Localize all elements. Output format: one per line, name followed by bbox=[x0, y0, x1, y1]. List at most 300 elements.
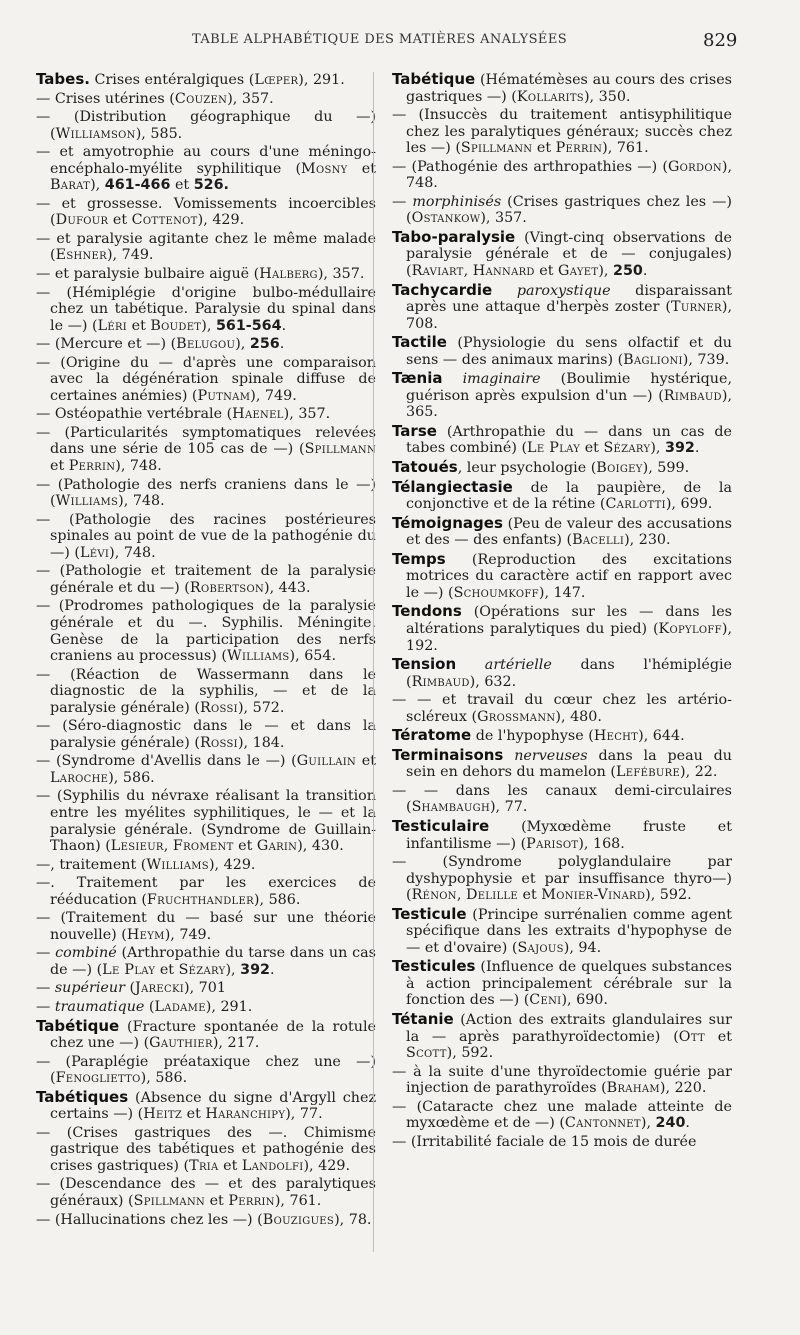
author-name: Halberg bbox=[259, 266, 318, 283]
author-name: Williamson bbox=[55, 125, 136, 142]
entry-text: — bbox=[36, 945, 56, 962]
author-name: Spillmann bbox=[304, 441, 376, 458]
entry-text: — (Cataracte chez une malade atteinte de myxœdème et de —) ( bbox=[392, 1098, 732, 1132]
entry-text: — et paralysie agitante chez le même malade ( bbox=[36, 230, 376, 264]
author-name: Perrin bbox=[228, 1193, 275, 1209]
author-name: Ladame bbox=[154, 998, 206, 1015]
entry-text: et bbox=[205, 1193, 229, 1209]
index-entry bbox=[392, 1099, 732, 1132]
entry-text: ), 291. bbox=[298, 72, 345, 88]
index-entry bbox=[36, 1089, 376, 1123]
entry-text: , bbox=[163, 838, 173, 855]
entry-text: et bbox=[347, 160, 376, 177]
author-name: Spillmann bbox=[460, 140, 533, 157]
italic-term: paroxystique bbox=[516, 282, 611, 299]
index-entry bbox=[36, 857, 376, 874]
index-entry bbox=[36, 406, 376, 423]
entry-text: ), 357. bbox=[480, 210, 527, 227]
author-name: Haenel bbox=[232, 406, 284, 423]
author-name: Rossi bbox=[199, 699, 238, 716]
entry-text: ), 147. bbox=[538, 584, 586, 601]
index-entry bbox=[392, 479, 732, 513]
entry-text: et bbox=[218, 1157, 242, 1174]
index-column-left bbox=[36, 71, 376, 1230]
index-entry bbox=[392, 747, 732, 781]
author-name: Cottenot bbox=[131, 212, 198, 229]
entry-text: ), 586. bbox=[140, 1070, 188, 1087]
italic-term: nerveuses bbox=[514, 747, 588, 764]
italic-term: traumatique bbox=[54, 998, 145, 1015]
entry-text: , bbox=[456, 887, 466, 904]
page-ref-bold: 392 bbox=[665, 440, 695, 457]
index-entry bbox=[36, 1212, 376, 1229]
author-name: Williams bbox=[55, 493, 119, 510]
entry-text: ), 430. bbox=[297, 838, 344, 855]
entry-text: et bbox=[532, 140, 556, 157]
entry-text: (Physiologie du sens olfactif et du sens — des animaux marins) ( bbox=[406, 335, 732, 368]
entry-text: ), 761. bbox=[602, 140, 649, 157]
index-entry bbox=[36, 512, 376, 562]
index-entry bbox=[392, 229, 732, 280]
index-entry bbox=[392, 603, 732, 654]
entry-text: (Arthropathie du tarse dans un cas de —) ( bbox=[50, 945, 376, 978]
entry-text: ), 748. bbox=[115, 458, 162, 475]
author-name: Ostankow bbox=[411, 210, 481, 227]
entry-text: ), 480. bbox=[555, 708, 602, 725]
entry-headword: Tabétique bbox=[392, 70, 476, 88]
index-entry bbox=[392, 159, 732, 192]
author-name: Lefébure bbox=[616, 764, 681, 781]
entry-text: ), 22. bbox=[680, 764, 718, 781]
index-entry bbox=[36, 980, 376, 997]
author-name: Ott bbox=[678, 1028, 705, 1045]
author-name: Perrin bbox=[68, 458, 116, 475]
entry-text: — (Hémiplégie d'origine bulbo-médullaire chez un tabétique. Paralysie du spinal dans le —) ( bbox=[36, 284, 376, 334]
entry-text: ), 592. bbox=[446, 1045, 494, 1062]
italic-term: imaginaire bbox=[462, 371, 541, 388]
entry-text: ), 184. bbox=[237, 734, 285, 751]
author-name: Bacelli bbox=[572, 532, 625, 549]
entry-text: de l'hypophyse ( bbox=[471, 728, 594, 745]
index-entry bbox=[392, 906, 732, 957]
entry-text: ), 586. bbox=[108, 769, 155, 786]
author-name: Barat bbox=[50, 177, 91, 194]
entry-text: (Vingt-cinq observations de paralysie générale et de — conjugales) ( bbox=[406, 229, 732, 280]
entry-text: ), 192. bbox=[406, 620, 732, 654]
index-entry bbox=[392, 194, 732, 227]
page-ref-bold: 256 bbox=[249, 336, 280, 353]
author-name: Lévi bbox=[80, 544, 110, 561]
author-name: Rimbaud bbox=[411, 673, 470, 690]
entry-text: ), bbox=[201, 317, 216, 334]
entry-text: ), 357. bbox=[317, 266, 365, 283]
entry-text: — (Pathologie des racines postérieures spinales au point de vue de la pathogénie du —) ( bbox=[36, 511, 376, 561]
author-name: Laroche bbox=[50, 769, 109, 786]
entry-text: (Crises gastriques chez les —) ( bbox=[406, 193, 733, 227]
entry-text: — (Distribution géographique du —) ( bbox=[36, 109, 376, 142]
author-name: Grossmann bbox=[477, 708, 556, 725]
entry-text: (Principe surrénalien comme agent spécifique dans les extraits d'hypophyse de — et d'ovaire) ( bbox=[406, 906, 732, 956]
index-entry bbox=[392, 958, 732, 1009]
author-name: Garin bbox=[256, 838, 298, 855]
page-ref-bold: 240 bbox=[655, 1115, 686, 1132]
index-entry bbox=[392, 1064, 732, 1097]
index-entry bbox=[36, 1018, 376, 1052]
entry-text: — à la suite d'une thyroïdectomie guérie par injection de parathyroïdes ( bbox=[392, 1063, 732, 1097]
index-entry bbox=[392, 656, 732, 690]
entry-text: ), bbox=[598, 263, 614, 280]
entry-text: ), 586. bbox=[253, 891, 301, 908]
entry-text: ), bbox=[640, 1115, 656, 1132]
author-name: Léri bbox=[97, 317, 128, 334]
entry-text: ), 748. bbox=[118, 493, 165, 510]
author-name: Turner bbox=[671, 299, 722, 316]
index-entry bbox=[36, 355, 376, 405]
entry-text: (Fracture spontanée de la rotule chez une —) ( bbox=[50, 1018, 376, 1052]
entry-text: (Reproduction des excitations motrices du caractère actif en rapport avec le —) ( bbox=[406, 551, 732, 601]
author-name: Hecht bbox=[593, 728, 639, 745]
entry-text: — (Mercure et —) ( bbox=[36, 336, 177, 353]
index-entry bbox=[36, 1176, 376, 1209]
entry-text: ), 749. bbox=[106, 247, 154, 264]
index-entry bbox=[36, 945, 376, 978]
entry-headword: Témoignages bbox=[392, 513, 503, 532]
entry-text: et bbox=[155, 961, 179, 978]
entry-text: — (Paraplégie préataxique chez une —) ( bbox=[36, 1053, 376, 1087]
entry-headword: Terminaisons bbox=[392, 745, 504, 764]
entry-text: ), 699. bbox=[665, 496, 713, 513]
entry-text: ), 357. bbox=[283, 406, 331, 423]
entry-text: ), 230. bbox=[624, 532, 671, 549]
entry-text: ), 77. bbox=[285, 1106, 323, 1123]
entry-text: . bbox=[281, 317, 287, 334]
entry-text: — bbox=[392, 193, 413, 210]
entry-text: — bbox=[36, 998, 55, 1015]
author-name: Perrin bbox=[555, 140, 603, 157]
entry-text: ), 429. bbox=[303, 1157, 350, 1174]
entry-text: et bbox=[534, 263, 559, 280]
entry-text: (Hématémèses au cours des crises gastriques —) ( bbox=[406, 72, 732, 105]
entry-text bbox=[442, 371, 462, 387]
entry-text: et bbox=[108, 212, 132, 229]
entry-text: — (Séro-diagnostic dans le — et dans la paralysie générale) ( bbox=[36, 718, 376, 751]
entry-text: — (Descendance des — et des paralytiques généraux) ( bbox=[36, 1176, 376, 1209]
entry-text: (Absence du signe d'Argyll chez certains —) ( bbox=[50, 1089, 376, 1123]
author-name: Jarecki bbox=[135, 980, 185, 997]
entry-text: —. Traitement par les exercices de rééducation ( bbox=[36, 875, 376, 908]
page-ref-bold: 250 bbox=[613, 263, 643, 280]
entry-text: — (Traitement du — basé sur une théorie nouvelle) ( bbox=[36, 910, 376, 943]
entry-text: ), 429. bbox=[208, 856, 256, 873]
entry-text: — (Pathogénie des arthropathies —) ( bbox=[392, 158, 668, 175]
author-name: Haranchipy bbox=[205, 1106, 286, 1123]
author-name: Monier-Vinard bbox=[541, 887, 646, 904]
author-name: Carlotti bbox=[605, 496, 666, 513]
index-entry bbox=[392, 854, 732, 904]
entry-text: — (Crises gastriques des —. Chimisme gastrique des tabétiques et pathogénie des crises gastriques) ( bbox=[36, 1124, 376, 1174]
entry-text: — (Particularités symptomatiques relevées dans une série de 105 cas de —) ( bbox=[36, 424, 376, 458]
entry-text: , bbox=[463, 263, 473, 280]
index-entry bbox=[392, 551, 732, 602]
entry-text: (Peu de valeur des accusations et des — des enfants) ( bbox=[406, 515, 732, 549]
author-name: Rossi bbox=[199, 734, 238, 751]
entry-text: ), 701 bbox=[184, 980, 226, 997]
index-entry bbox=[392, 692, 732, 725]
column-divider bbox=[373, 72, 374, 1252]
index-entry bbox=[36, 999, 376, 1016]
entry-text: (Influence de quelques substances à action principalement cérébrale sur la fonction des —) ( bbox=[406, 959, 732, 1009]
entry-headword: Tension bbox=[392, 655, 457, 674]
entry-headword: Tétanie bbox=[392, 1009, 454, 1028]
entry-text: ), 585. bbox=[135, 125, 183, 142]
entry-text: ), 708. bbox=[406, 299, 732, 332]
page-ref-bold: 461-466 bbox=[104, 177, 171, 194]
entry-text: ), 644. bbox=[638, 728, 685, 745]
index-entry bbox=[36, 336, 376, 353]
index-entry bbox=[36, 598, 376, 664]
index-entry bbox=[36, 667, 376, 717]
index-entry bbox=[36, 425, 376, 475]
author-name: Guillain bbox=[296, 753, 357, 770]
index-entry bbox=[392, 423, 732, 457]
index-entry bbox=[36, 285, 376, 335]
author-name: Couzen bbox=[174, 90, 228, 107]
author-name: Froment bbox=[172, 838, 234, 855]
page-number: 829 bbox=[703, 30, 738, 51]
entry-text: ), 94. bbox=[563, 939, 602, 956]
index-entry bbox=[36, 1125, 376, 1175]
entry-text: — (Réaction de Wassermann dans le diagnostic de la syphilis, — et de la paralysie générale) ( bbox=[36, 666, 376, 716]
entry-text: ), 365. bbox=[406, 387, 732, 421]
entry-text: et bbox=[580, 440, 604, 457]
author-name: Schoumkoff bbox=[453, 584, 539, 601]
entry-text: ( bbox=[124, 980, 136, 997]
entry-text: (Opérations sur les — dans les altérations paralytiques du pied) ( bbox=[406, 604, 732, 637]
entry-text: ), 291. bbox=[205, 998, 253, 1015]
page-header bbox=[0, 30, 800, 52]
entry-text: et bbox=[182, 1106, 206, 1123]
entry-text: — (Syphilis du névraxe réalisant la transition entre les myélites syphilitiques, le — et la paralysie générale. (Syndrome de Guillain-Thaon) ( bbox=[36, 788, 376, 855]
entry-text: — Ostéopathie vertébrale ( bbox=[36, 406, 233, 423]
index-entry bbox=[392, 459, 732, 477]
entry-headword: Testicule bbox=[392, 904, 467, 923]
index-entry bbox=[36, 1054, 376, 1087]
index-entry bbox=[392, 818, 732, 852]
entry-text: — et grossesse. Vomissements incoercibles ( bbox=[36, 195, 376, 229]
index-entry bbox=[36, 910, 376, 943]
author-name: Braham bbox=[606, 1080, 660, 1097]
author-name: Le Play bbox=[527, 440, 581, 457]
author-name: Le Play bbox=[102, 961, 156, 978]
author-name: Rimbaud bbox=[663, 387, 722, 404]
entry-headword: Tænia bbox=[392, 369, 443, 388]
entry-text: — (Pathologie et traitement de la paralysie générale et du —) ( bbox=[36, 563, 376, 596]
entry-text: . bbox=[279, 336, 285, 353]
entry-text: — et amyotrophie au cours d'une méningo-encéphalo-myélite syphilitique ( bbox=[36, 144, 376, 177]
author-name: Ceni bbox=[529, 992, 562, 1009]
author-name: Boigey bbox=[596, 460, 643, 477]
entry-text: ), bbox=[650, 440, 666, 457]
page-ref-bold: 526. bbox=[193, 177, 229, 194]
index-entry bbox=[392, 727, 732, 745]
entry-headword: Télangiectasie bbox=[392, 477, 513, 496]
entry-text: — (Syndrome d'Avellis dans le —) ( bbox=[36, 753, 297, 770]
author-name: Parisot bbox=[526, 835, 579, 852]
page-ref-bold: 561-564 bbox=[215, 317, 282, 334]
entry-text: ), 443. bbox=[264, 579, 311, 596]
author-name: Cantonnet bbox=[564, 1115, 641, 1132]
author-name: Fenoglietto bbox=[55, 1070, 141, 1087]
author-name: Sézary bbox=[603, 440, 651, 457]
entry-text: ), 220. bbox=[659, 1080, 707, 1097]
author-name: Putnam bbox=[197, 387, 251, 404]
entry-text: (Myxœdème fruste et infantilisme —) ( bbox=[406, 818, 732, 852]
entry-headword: Tabo-paralysie bbox=[392, 227, 516, 246]
entry-text: ), 429. bbox=[197, 212, 245, 229]
entry-text: et bbox=[233, 838, 257, 855]
entry-text: — (Prodromes pathologiques de la paralysie générale et du —. Syphilis. Méningite. Genèse de la participation des nerfs craniens au processus) ( bbox=[36, 598, 376, 665]
author-name: Tria bbox=[189, 1157, 219, 1174]
index-entry bbox=[36, 71, 376, 89]
index-entry bbox=[36, 109, 376, 142]
entry-headword: Tératome bbox=[392, 726, 472, 745]
author-name: Rénon bbox=[411, 887, 457, 904]
entry-text: ), 654. bbox=[289, 648, 337, 665]
author-name: Gayet bbox=[558, 263, 599, 280]
entry-text: ), bbox=[235, 336, 250, 353]
entry-text: — (Hallucinations chez les —) ( bbox=[36, 1211, 263, 1228]
author-name: Kopyloff bbox=[658, 620, 722, 637]
entry-text: ), 217. bbox=[212, 1035, 260, 1052]
author-name: Spillmann bbox=[133, 1193, 206, 1209]
entry-text: . bbox=[694, 440, 700, 457]
index-entry bbox=[36, 196, 376, 229]
entry-text: ), bbox=[225, 961, 241, 978]
entry-text: Crises entéralgiques ( bbox=[89, 72, 255, 88]
author-name: Landolfi bbox=[241, 1157, 304, 1174]
entry-headword: Tabétique bbox=[36, 1016, 120, 1035]
entry-headword: Tarse bbox=[392, 421, 437, 440]
author-name: Raviart bbox=[411, 263, 464, 280]
entry-text: ), 761. bbox=[274, 1193, 322, 1209]
author-name: Eshner bbox=[55, 247, 107, 264]
entry-text: — — et travail du cœur chez les artério-scléreux ( bbox=[392, 692, 732, 725]
entry-text: — (Origine du — d'après une comparaison avec la dégénération spinale diffuse de certaines anémies) ( bbox=[36, 354, 376, 404]
italic-term: artérielle bbox=[484, 657, 552, 674]
index-entry bbox=[36, 91, 376, 108]
entry-headword: Tachycardie bbox=[392, 280, 493, 299]
entry-text: . bbox=[642, 263, 648, 280]
italic-term: morphinisés bbox=[412, 193, 502, 210]
entry-text: et bbox=[704, 1028, 732, 1045]
entry-text bbox=[456, 657, 485, 673]
entry-text: de la paupière, de la conjonctive et de la rétine ( bbox=[406, 479, 732, 513]
entry-text: ), 749. bbox=[164, 926, 212, 943]
entry-text: ), bbox=[90, 177, 105, 194]
entry-text: ), 739. bbox=[682, 351, 730, 368]
italic-term: combiné bbox=[55, 945, 117, 962]
author-name: Kollarits bbox=[516, 88, 584, 105]
entry-text: (Boulimie hystérique, guérison après expulsion d'un —) ( bbox=[406, 371, 733, 404]
entry-text: ), 357. bbox=[227, 90, 274, 107]
entry-text: dans l'hémiplégie ( bbox=[406, 657, 733, 690]
running-title: TABLE ALPHABÉTIQUE DES MATIÈRES ANALYSÉES bbox=[192, 32, 568, 47]
entry-headword: Temps bbox=[392, 549, 446, 568]
entry-text: — — dans les canaux demi-circulaires ( bbox=[392, 782, 732, 816]
index-entry bbox=[392, 107, 732, 157]
author-name: Heym bbox=[126, 926, 165, 943]
index-entry bbox=[36, 788, 376, 854]
entry-text: ), 78. bbox=[334, 1211, 372, 1228]
index-entry bbox=[36, 144, 376, 194]
index-entry bbox=[392, 1134, 732, 1151]
author-name: Lesieur bbox=[110, 838, 164, 855]
entry-text: ), 168. bbox=[578, 835, 625, 852]
author-name: Scott bbox=[406, 1045, 447, 1062]
index-entry bbox=[36, 477, 376, 510]
entry-text: et bbox=[517, 887, 542, 904]
index-entry bbox=[392, 71, 732, 105]
entry-text: dans la peau du sein en dehors du mamelon ( bbox=[406, 747, 732, 781]
entry-text: ), 572. bbox=[237, 699, 285, 716]
entry-headword: Tabétiques bbox=[36, 1087, 129, 1106]
entry-text: ), 592. bbox=[645, 887, 692, 904]
entry-text: et bbox=[127, 317, 151, 334]
entry-text: ), 77. bbox=[489, 799, 528, 816]
author-name: Williams bbox=[226, 648, 290, 665]
author-name: Williams bbox=[146, 856, 209, 873]
index-entry bbox=[392, 1011, 732, 1062]
index-entry bbox=[36, 563, 376, 596]
entry-text bbox=[503, 748, 514, 764]
author-name: Sajous bbox=[517, 939, 564, 956]
author-name: Robertson bbox=[189, 579, 265, 596]
author-name: Gauthier bbox=[149, 1035, 213, 1052]
index-entry bbox=[392, 370, 732, 421]
author-name: Shambaugh bbox=[411, 799, 490, 816]
index-entry bbox=[392, 783, 732, 816]
author-name: Gordon bbox=[667, 158, 722, 175]
author-name: Heitz bbox=[143, 1106, 183, 1123]
entry-headword: Tatoués bbox=[392, 458, 458, 477]
entry-headword: Tabes. bbox=[36, 70, 90, 88]
entry-text: ), 350. bbox=[583, 88, 631, 105]
entry-text: (Action des extraits glandulaires sur la — après parathyroïdectomie) ( bbox=[406, 1011, 732, 1045]
index-entry bbox=[36, 231, 376, 264]
entry-text: — (Syndrome polyglandulaire par dyshypophysie et par insuffisance thyro—) ( bbox=[392, 854, 732, 904]
author-name: Baglioni bbox=[623, 351, 683, 368]
index-entry bbox=[392, 515, 732, 549]
author-name: Fruchthandler bbox=[146, 891, 254, 908]
entry-text: (Arthropathie du — dans un cas de tabes combiné) ( bbox=[406, 423, 732, 457]
entry-text: — et paralysie bulbaire aiguë ( bbox=[36, 266, 260, 283]
index-entry bbox=[36, 875, 376, 908]
entry-text: disparaissant après une attaque d'herpès zoster ( bbox=[406, 282, 732, 316]
entry-text: et bbox=[50, 458, 69, 475]
index-entry bbox=[36, 718, 376, 751]
entry-text: , leur psychologie ( bbox=[457, 460, 597, 477]
author-name: Lœper bbox=[254, 72, 299, 88]
index-entry bbox=[392, 282, 732, 333]
index-entry bbox=[36, 753, 376, 786]
entry-headword: Tendons bbox=[392, 602, 462, 621]
entry-text: ), 749. bbox=[250, 387, 297, 404]
entry-text: . bbox=[269, 961, 275, 978]
entry-text: . bbox=[685, 1115, 690, 1132]
author-name: Bouzigues bbox=[262, 1211, 335, 1228]
page-ref-bold: 392 bbox=[240, 961, 270, 978]
entry-text: ), 748. bbox=[406, 158, 732, 192]
